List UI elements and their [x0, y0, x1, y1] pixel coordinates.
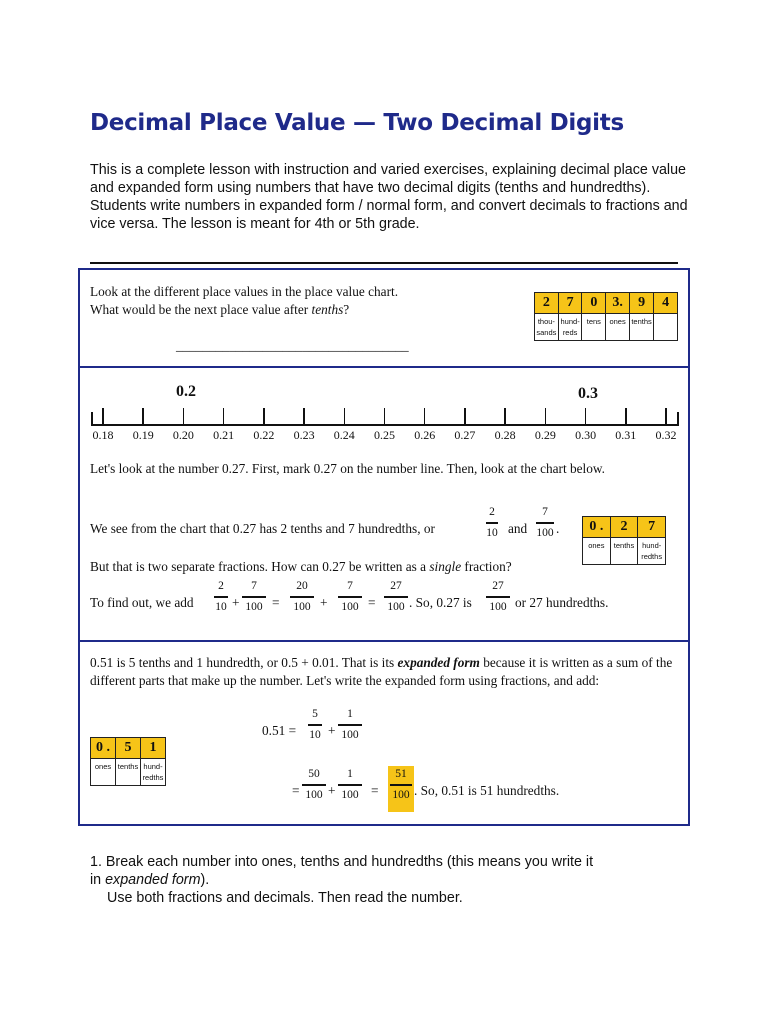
number-line-tick [142, 408, 144, 424]
box2-dot: . [556, 521, 560, 536]
box3-p1-pre: 0.51 is 5 tenths and 1 hundredth, or 0.5 + 0.01. That is its [90, 655, 398, 670]
fraction-denominator: 10 [486, 526, 498, 539]
box3-eq1: 0.51 = [262, 723, 297, 738]
number-line-tick-label: 0.31 [615, 428, 637, 442]
box2-p2: We see from the chart that 0.27 has 2 tenths and 7 hundredths, or [90, 521, 435, 536]
fraction-denominator: 10 [309, 728, 321, 741]
fraction-numerator: 7 [347, 580, 353, 592]
fraction-7-100 [240, 580, 268, 614]
box1-line2 [90, 301, 530, 319]
fraction-numerator: 27 [390, 580, 402, 592]
number-line-tick-label: 0.28 [494, 428, 516, 442]
place-value-chart-3 [90, 737, 166, 786]
fraction-denominator: 100 [245, 600, 263, 613]
box2-p4-so: . So, 0.27 is [409, 595, 472, 610]
fraction-7-100 [534, 506, 556, 540]
fraction-numerator: 1 [347, 768, 353, 780]
number-line-end-tick [677, 412, 679, 424]
fraction-numerator: 2 [489, 506, 495, 518]
chart3-label: ones [91, 759, 116, 786]
fraction-denominator: 10 [215, 600, 227, 613]
fraction-1-100 [336, 708, 364, 742]
chart1-digit: 0 [582, 293, 606, 314]
exercise-1-line3: Use both fractions and decimals. Then read the number. [107, 890, 463, 906]
number-line-tick-label: 0.21 [213, 428, 235, 442]
fraction-27-100 [484, 580, 512, 614]
number-line-tick-label: 0.18 [92, 428, 114, 442]
numberline-label-left: 0.2 [176, 383, 196, 400]
chart2-label: hund- redths [638, 538, 666, 565]
box2-and: and [508, 521, 528, 536]
box1-line2-pre: What would be the next place value after [90, 302, 312, 317]
chart2-label: ones [583, 538, 611, 565]
number-line-end-tick [91, 412, 93, 424]
fraction-denominator: 100 [489, 600, 507, 613]
box2-p4-pre: To find out, we add [90, 595, 194, 610]
fraction-27-100 [382, 580, 410, 614]
place-value-chart-1 [534, 292, 678, 341]
fraction-denominator: 100 [392, 788, 410, 801]
fraction-denominator: 100 [387, 600, 405, 613]
number-line [91, 424, 679, 426]
chart2-label: tenths [610, 538, 638, 565]
chart2-digit: 0 . [583, 517, 611, 538]
number-line-tick [102, 408, 104, 424]
fraction-numerator: 7 [542, 506, 548, 518]
number-line-tick [504, 408, 506, 424]
number-line-tick [303, 408, 305, 424]
chart1-label: tenths [629, 314, 653, 341]
fraction-numerator: 7 [251, 580, 257, 592]
plus-sign: + [328, 783, 336, 798]
fraction-7-100 [336, 580, 364, 614]
fraction-denominator: 100 [341, 600, 359, 613]
number-line-tick [344, 408, 346, 424]
numberline-label-right: 0.3 [578, 385, 598, 402]
box2-p1: Let's look at the number 0.27. First, mark 0.27 on the number line. Then, look at the chart below. [90, 461, 605, 476]
fraction-numerator: 27 [492, 580, 504, 592]
chart3-digit: 1 [141, 738, 166, 759]
number-line-tick [263, 408, 265, 424]
exercise-1-line2-em: expanded form [105, 872, 201, 888]
number-line-tick-label: 0.32 [655, 428, 677, 442]
box-divider-2 [78, 640, 690, 642]
number-line-tick-label: 0.26 [414, 428, 436, 442]
plus-sign: + [232, 595, 240, 610]
fraction-5-10 [306, 708, 324, 742]
plus-sign: + [328, 723, 336, 738]
number-line-tick [223, 408, 225, 424]
number-line-tick [384, 408, 386, 424]
number-line-tick-label: 0.30 [575, 428, 597, 442]
box2-p3-em: single [429, 559, 462, 574]
equals-sign: = [292, 783, 300, 798]
chart1-digit: 7 [558, 293, 582, 314]
chart3-label: hund- redths [141, 759, 166, 786]
number-line-tick-label: 0.24 [333, 428, 355, 442]
chart1-label: ones [606, 314, 630, 341]
number-line-tick-label: 0.19 [132, 428, 154, 442]
number-line-tick-label: 0.27 [454, 428, 476, 442]
chart3-digit: 0 . [91, 738, 116, 759]
chart3-digit: 5 [116, 738, 141, 759]
exercise-1-line2-post: ). [200, 872, 210, 888]
fraction-50-100 [300, 768, 328, 802]
equals-sign: = [368, 595, 376, 610]
answer-blank[interactable]: ___________________________________ [176, 338, 409, 353]
exercise-1-line1: 1. Break each number into ones, tenths and hundredths (this means you write it [90, 854, 594, 870]
chart1-digit: 9 [629, 293, 653, 314]
box1-line1: Look at the different place values in the place value chart. [90, 284, 399, 299]
number-line-tick-label: 0.29 [534, 428, 556, 442]
chart1-label: hund- reds [558, 314, 582, 341]
number-line-tick [464, 408, 466, 424]
fraction-denominator: 100 [293, 600, 311, 613]
equals-sign: = [272, 595, 280, 610]
fraction-51-100-highlight [388, 766, 414, 812]
fraction-numerator: 1 [347, 708, 353, 720]
box-bottom-border [78, 824, 690, 826]
box2-p3-pre: But that is two separate fractions. How can 0.27 be written as a [90, 559, 430, 574]
chart1-label: thou- sands [535, 314, 559, 341]
fraction-denominator: 100 [341, 788, 359, 801]
intro-paragraph: This is a complete lesson with instruction and varied exercises, explaining decimal place value and expanded form using numbers that have two decimal digits (tenths and hundredths). Students write numbers in expanded form / normal form, and convert decimals to fractions and vice versa. The lesson is meant for 4th or 5th grade. [90, 162, 688, 232]
box-divider-1 [78, 366, 690, 368]
box2-p3-post: fraction? [461, 559, 512, 574]
fraction-numerator: 20 [296, 580, 308, 592]
fraction-20-100 [288, 580, 316, 614]
equals-sign: = [371, 783, 379, 798]
box2-p3 [90, 558, 512, 576]
box1-text [90, 283, 530, 319]
fraction-1-100 [336, 768, 364, 802]
chart2-digit: 2 [610, 517, 638, 538]
box3-p1-em: expanded form [397, 655, 480, 670]
exercise-1-line2-pre: in [90, 872, 106, 888]
number-line-tick-label: 0.25 [374, 428, 395, 442]
box3-so: . So, 0.51 is 51 hundredths. [414, 783, 560, 798]
box1-line2-em: tenths [311, 302, 344, 317]
box1-line2-post: ? [343, 302, 350, 317]
fraction-2-10 [484, 506, 500, 540]
box2-p4-post: or 27 hundredths. [515, 595, 609, 610]
chart1-digit: 3. [606, 293, 630, 314]
place-value-chart-2 [582, 516, 666, 565]
chart2-digit: 7 [638, 517, 666, 538]
fraction-numerator: 50 [308, 768, 320, 780]
fraction-denominator: 100 [536, 526, 554, 539]
chart1-label: tens [582, 314, 606, 341]
fraction-numerator: 51 [395, 768, 407, 780]
chart3-label: tenths [116, 759, 141, 786]
number-line-tick [424, 408, 426, 424]
number-line-tick-label: 0.22 [253, 428, 275, 442]
chart1-digit: 4 [654, 293, 678, 314]
chart1-label [654, 314, 678, 341]
fraction-numerator: 5 [312, 708, 318, 720]
number-line-tick-label: 0.23 [293, 428, 315, 442]
plus-sign: + [320, 595, 328, 610]
number-line-tick [585, 408, 587, 424]
fraction-denominator: 100 [305, 788, 323, 801]
fraction-numerator: 2 [218, 580, 224, 592]
exercise-1 [90, 853, 690, 907]
number-line-tick [665, 408, 667, 424]
box3-p1-post: because it is written as a sum of the different parts that make up the number. Let's write the expanded form using fractions, and add: [90, 655, 673, 688]
number-line-tick [183, 408, 185, 424]
divider [90, 262, 678, 264]
page-title: Decimal Place Value — Two Decimal Digits [90, 110, 624, 136]
fraction-2-10 [212, 580, 230, 614]
fraction-denominator: 100 [341, 728, 359, 741]
chart1-digit: 2 [535, 293, 559, 314]
exercise-1-line2 [90, 871, 690, 889]
number-line-tick-label: 0.20 [172, 428, 194, 442]
number-line-tick [625, 408, 627, 424]
box3-p1 [90, 654, 682, 690]
number-line-tick [545, 408, 547, 424]
